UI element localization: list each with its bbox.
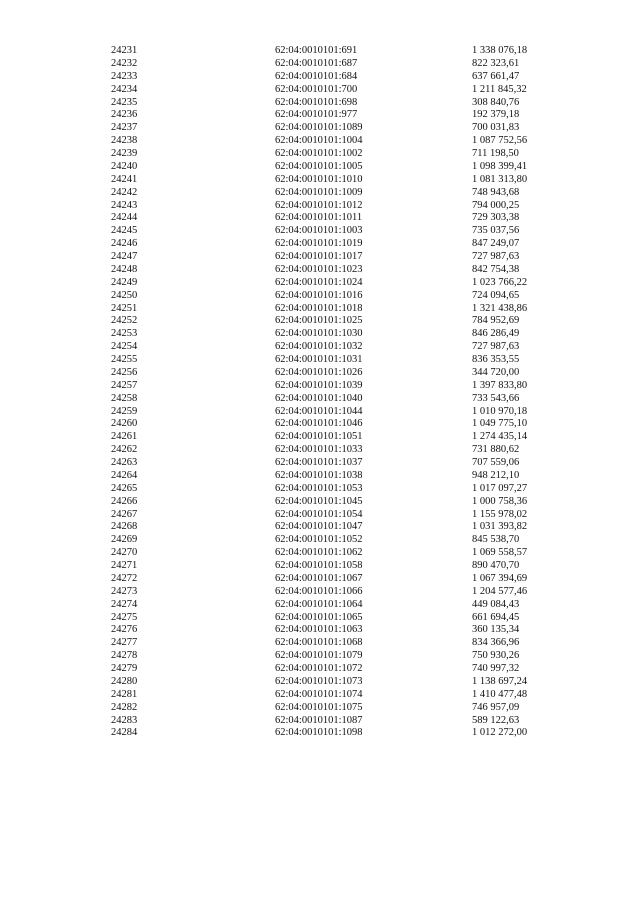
table-row bbox=[0, 702, 640, 715]
cadastral-value: 847 249,07 bbox=[472, 238, 520, 250]
cadastral-number: 62:04:0010101:1016 bbox=[275, 289, 363, 301]
table-row bbox=[0, 367, 640, 380]
cadastral-value: 637 661,47 bbox=[472, 70, 520, 82]
table-row bbox=[0, 509, 640, 522]
cadastral-number: 62:04:0010101:1026 bbox=[275, 366, 363, 378]
row-number: 24279 bbox=[111, 663, 138, 674]
table-row bbox=[0, 727, 640, 740]
cadastral-value: 589 122,63 bbox=[472, 714, 520, 726]
cadastral-value: 700 031,83 bbox=[472, 122, 520, 134]
table-row bbox=[0, 84, 640, 97]
table-row bbox=[0, 521, 640, 534]
cadastral-number: 62:04:0010101:1067 bbox=[275, 572, 363, 584]
cadastral-value: 1 397 833,80 bbox=[472, 379, 528, 391]
cadastral-value: 1 069 558,57 bbox=[472, 547, 528, 559]
row-number: 24265 bbox=[111, 482, 138, 494]
row-number: 24273 bbox=[111, 585, 138, 597]
row-number: 24262 bbox=[111, 444, 138, 456]
cadastral-number: 62:04:0010101:1072 bbox=[275, 663, 363, 674]
cadastral-number: 62:04:0010101:1075 bbox=[275, 701, 363, 713]
cadastral-number: 62:04:0010101:1058 bbox=[275, 560, 363, 571]
cadastral-value: 1 010 970,18 bbox=[472, 405, 528, 417]
cadastral-number: 62:04:0010101:1087 bbox=[275, 714, 363, 726]
cadastral-value: 731 880,62 bbox=[472, 444, 520, 456]
row-number: 24269 bbox=[111, 534, 138, 546]
row-number: 24255 bbox=[111, 354, 138, 365]
cadastral-value: 794 000,25 bbox=[472, 199, 520, 211]
row-number: 24272 bbox=[111, 572, 138, 584]
cadastral-number: 62:04:0010101:1011 bbox=[275, 212, 363, 224]
cadastral-value: 1 274 435,14 bbox=[472, 431, 528, 443]
cadastral-number: 62:04:0010101:1052 bbox=[275, 534, 363, 546]
cadastral-number: 62:04:0010101:977 bbox=[275, 109, 358, 121]
cadastral-number: 62:04:0010101:1073 bbox=[275, 675, 363, 687]
cadastral-value: 1 204 577,46 bbox=[472, 585, 528, 597]
cadastral-number: 62:04:0010101:1098 bbox=[275, 727, 363, 739]
cadastral-number: 62:04:0010101:1046 bbox=[275, 418, 363, 430]
cadastral-value: 733 543,66 bbox=[472, 392, 520, 404]
table-row bbox=[0, 109, 640, 122]
cadastral-value: 746 957,09 bbox=[472, 701, 520, 713]
table-row bbox=[0, 380, 640, 393]
table-row bbox=[0, 496, 640, 509]
cadastral-number: 62:04:0010101:1032 bbox=[275, 341, 363, 353]
cadastral-value: 1 087 752,56 bbox=[472, 135, 528, 147]
table-row bbox=[0, 212, 640, 225]
cadastral-value: 1 067 394,69 bbox=[472, 572, 528, 584]
table-row bbox=[0, 45, 640, 58]
table-row bbox=[0, 624, 640, 637]
table-row bbox=[0, 58, 640, 71]
table-row bbox=[0, 238, 640, 251]
row-number: 24231 bbox=[111, 45, 138, 56]
row-number: 24256 bbox=[111, 366, 138, 378]
cadastral-number: 62:04:0010101:1038 bbox=[275, 469, 363, 481]
cadastral-number: 62:04:0010101:1051 bbox=[275, 431, 363, 443]
cadastral-value: 1 410 477,48 bbox=[472, 688, 528, 700]
row-number: 24277 bbox=[111, 637, 138, 649]
cadastral-number: 62:04:0010101:1065 bbox=[275, 611, 363, 623]
cadastral-value: 727 987,63 bbox=[472, 341, 520, 353]
table-row bbox=[0, 457, 640, 470]
row-number: 24268 bbox=[111, 521, 138, 533]
table-row bbox=[0, 161, 640, 174]
cadastral-number: 62:04:0010101:1062 bbox=[275, 547, 363, 559]
cadastral-value: 1 031 393,82 bbox=[472, 521, 528, 533]
row-number: 24248 bbox=[111, 263, 138, 275]
row-number: 24264 bbox=[111, 469, 138, 481]
cadastral-value: 729 303,38 bbox=[472, 212, 520, 224]
cadastral-number: 62:04:0010101:1005 bbox=[275, 160, 363, 172]
row-number: 24254 bbox=[111, 341, 138, 353]
cadastral-value: 707 559,06 bbox=[472, 457, 520, 468]
row-number: 24232 bbox=[111, 57, 138, 69]
cadastral-value: 846 286,49 bbox=[472, 328, 520, 340]
row-number: 24244 bbox=[111, 212, 138, 224]
row-number: 24266 bbox=[111, 495, 138, 507]
table-row bbox=[0, 328, 640, 341]
table-row bbox=[0, 187, 640, 200]
row-number: 24260 bbox=[111, 418, 138, 430]
row-number: 24240 bbox=[111, 160, 138, 172]
cadastral-value: 711 198,50 bbox=[472, 148, 519, 159]
cadastral-value: 661 694,45 bbox=[472, 611, 520, 623]
cadastral-value: 748 943,68 bbox=[472, 186, 520, 198]
cadastral-value: 1 049 775,10 bbox=[472, 418, 528, 430]
row-number: 24281 bbox=[111, 688, 138, 700]
row-number: 24271 bbox=[111, 560, 138, 571]
cadastral-number: 62:04:0010101:1040 bbox=[275, 392, 363, 404]
table-row bbox=[0, 406, 640, 419]
row-number: 24280 bbox=[111, 675, 138, 687]
cadastral-number: 62:04:0010101:1004 bbox=[275, 135, 363, 147]
table-row bbox=[0, 290, 640, 303]
cadastral-number: 62:04:0010101:1064 bbox=[275, 598, 363, 610]
cadastral-value: 727 987,63 bbox=[472, 251, 520, 262]
table-row bbox=[0, 470, 640, 483]
cadastral-number: 62:04:0010101:687 bbox=[275, 57, 358, 69]
cadastral-number: 62:04:0010101:1033 bbox=[275, 444, 363, 456]
cadastral-value: 1 023 766,22 bbox=[472, 276, 528, 288]
table-row bbox=[0, 71, 640, 84]
row-number: 24242 bbox=[111, 186, 138, 198]
cadastral-number: 62:04:0010101:684 bbox=[275, 70, 358, 82]
table-row bbox=[0, 148, 640, 161]
table-row bbox=[0, 354, 640, 367]
cadastral-value: 1 098 399,41 bbox=[472, 160, 528, 172]
cadastral-value: 1 321 438,86 bbox=[472, 302, 528, 314]
row-number: 24275 bbox=[111, 611, 138, 623]
cadastral-value: 449 084,43 bbox=[472, 598, 520, 610]
property-value-table bbox=[0, 45, 640, 740]
cadastral-number: 62:04:0010101:1089 bbox=[275, 122, 363, 134]
row-number: 24284 bbox=[111, 727, 138, 739]
row-number: 24257 bbox=[111, 379, 138, 391]
cadastral-value: 308 840,76 bbox=[472, 96, 520, 108]
cadastral-value: 845 538,70 bbox=[472, 534, 520, 546]
row-number: 24237 bbox=[111, 122, 138, 134]
cadastral-value: 890 470,70 bbox=[472, 560, 520, 571]
row-number: 24283 bbox=[111, 714, 138, 726]
table-row bbox=[0, 174, 640, 187]
table-row bbox=[0, 251, 640, 264]
cadastral-value: 192 379,18 bbox=[472, 109, 520, 121]
row-number: 24235 bbox=[111, 96, 138, 108]
table-row bbox=[0, 200, 640, 213]
cadastral-value: 1 338 076,18 bbox=[472, 45, 528, 56]
table-row bbox=[0, 534, 640, 547]
table-row bbox=[0, 560, 640, 573]
cadastral-number: 62:04:0010101:1063 bbox=[275, 624, 363, 636]
cadastral-value: 842 754,38 bbox=[472, 263, 520, 275]
table-row bbox=[0, 418, 640, 431]
cadastral-number: 62:04:0010101:1068 bbox=[275, 637, 363, 649]
row-number: 24247 bbox=[111, 251, 138, 262]
table-row bbox=[0, 637, 640, 650]
table-row bbox=[0, 689, 640, 702]
cadastral-number: 62:04:0010101:1054 bbox=[275, 508, 363, 520]
cadastral-number: 62:04:0010101:1018 bbox=[275, 302, 363, 314]
cadastral-value: 1 155 978,02 bbox=[472, 508, 528, 520]
row-number: 24250 bbox=[111, 289, 138, 301]
table-row bbox=[0, 663, 640, 676]
cadastral-number: 62:04:0010101:1066 bbox=[275, 585, 363, 597]
cadastral-number: 62:04:0010101:1031 bbox=[275, 354, 363, 365]
cadastral-value: 948 212,10 bbox=[472, 469, 520, 481]
cadastral-value: 1 000 758,36 bbox=[472, 495, 528, 507]
cadastral-value: 822 323,61 bbox=[472, 57, 520, 69]
cadastral-number: 62:04:0010101:1045 bbox=[275, 495, 363, 507]
cadastral-value: 750 930,26 bbox=[472, 650, 520, 662]
cadastral-number: 62:04:0010101:1017 bbox=[275, 251, 363, 262]
cadastral-value: 784 952,69 bbox=[472, 315, 520, 327]
cadastral-number: 62:04:0010101:1010 bbox=[275, 173, 363, 185]
cadastral-number: 62:04:0010101:1024 bbox=[275, 276, 363, 288]
table-row bbox=[0, 393, 640, 406]
cadastral-number: 62:04:0010101:1037 bbox=[275, 457, 363, 468]
row-number: 24261 bbox=[111, 431, 138, 443]
row-number: 24253 bbox=[111, 328, 138, 340]
table-row bbox=[0, 315, 640, 328]
row-number: 24238 bbox=[111, 135, 138, 147]
cadastral-value: 834 366,96 bbox=[472, 637, 520, 649]
row-number: 24245 bbox=[111, 225, 138, 237]
cadastral-number: 62:04:0010101:1019 bbox=[275, 238, 363, 250]
cadastral-number: 62:04:0010101:1002 bbox=[275, 148, 363, 159]
cadastral-number: 62:04:0010101:1023 bbox=[275, 263, 363, 275]
cadastral-number: 62:04:0010101:1039 bbox=[275, 379, 363, 391]
row-number: 24241 bbox=[111, 173, 138, 185]
table-row bbox=[0, 135, 640, 148]
row-number: 24276 bbox=[111, 624, 138, 636]
table-row bbox=[0, 97, 640, 110]
table-row bbox=[0, 341, 640, 354]
cadastral-value: 344 720,00 bbox=[472, 366, 520, 378]
row-number: 24249 bbox=[111, 276, 138, 288]
row-number: 24270 bbox=[111, 547, 138, 559]
table-row bbox=[0, 303, 640, 316]
cadastral-value: 1 012 272,00 bbox=[472, 727, 528, 739]
cadastral-value: 360 135,34 bbox=[472, 624, 520, 636]
cadastral-number: 62:04:0010101:698 bbox=[275, 96, 358, 108]
cadastral-value: 836 353,55 bbox=[472, 354, 520, 365]
cadastral-number: 62:04:0010101:1012 bbox=[275, 199, 363, 211]
cadastral-number: 62:04:0010101:1025 bbox=[275, 315, 363, 327]
row-number: 24243 bbox=[111, 199, 138, 211]
cadastral-value: 735 037,56 bbox=[472, 225, 520, 237]
table-row bbox=[0, 483, 640, 496]
table-row bbox=[0, 586, 640, 599]
cadastral-number: 62:04:0010101:1074 bbox=[275, 688, 363, 700]
row-number: 24263 bbox=[111, 457, 138, 468]
row-number: 24234 bbox=[111, 83, 138, 95]
table-row bbox=[0, 573, 640, 586]
cadastral-number: 62:04:0010101:1009 bbox=[275, 186, 363, 198]
cadastral-number: 62:04:0010101:691 bbox=[275, 45, 358, 56]
table-row bbox=[0, 225, 640, 238]
table-row bbox=[0, 715, 640, 728]
row-number: 24267 bbox=[111, 508, 138, 520]
table-row bbox=[0, 599, 640, 612]
table-row bbox=[0, 612, 640, 625]
row-number: 24236 bbox=[111, 109, 138, 121]
row-number: 24274 bbox=[111, 598, 138, 610]
row-number: 24258 bbox=[111, 392, 138, 404]
table-row bbox=[0, 444, 640, 457]
table-row bbox=[0, 650, 640, 663]
cadastral-number: 62:04:0010101:1053 bbox=[275, 482, 363, 494]
row-number: 24278 bbox=[111, 650, 138, 662]
cadastral-number: 62:04:0010101:1003 bbox=[275, 225, 363, 237]
table-row bbox=[0, 547, 640, 560]
cadastral-value: 1 017 097,27 bbox=[472, 482, 528, 494]
row-number: 24239 bbox=[111, 148, 138, 159]
table-row bbox=[0, 264, 640, 277]
table-row bbox=[0, 277, 640, 290]
cadastral-number: 62:04:0010101:700 bbox=[275, 83, 358, 95]
cadastral-value: 1 081 313,80 bbox=[472, 173, 528, 185]
cadastral-number: 62:04:0010101:1079 bbox=[275, 650, 363, 662]
row-number: 24282 bbox=[111, 701, 138, 713]
cadastral-number: 62:04:0010101:1047 bbox=[275, 521, 363, 533]
table-row bbox=[0, 122, 640, 135]
row-number: 24233 bbox=[111, 70, 138, 82]
cadastral-number: 62:04:0010101:1044 bbox=[275, 405, 363, 417]
row-number: 24259 bbox=[111, 405, 138, 417]
row-number: 24252 bbox=[111, 315, 138, 327]
cadastral-value: 1 138 697,24 bbox=[472, 675, 528, 687]
cadastral-number: 62:04:0010101:1030 bbox=[275, 328, 363, 340]
row-number: 24251 bbox=[111, 302, 138, 314]
cadastral-value: 740 997,32 bbox=[472, 663, 520, 674]
table-row bbox=[0, 431, 640, 444]
cadastral-value: 724 094,65 bbox=[472, 289, 520, 301]
cadastral-value: 1 211 845,32 bbox=[472, 83, 527, 95]
row-number: 24246 bbox=[111, 238, 138, 250]
table-row bbox=[0, 676, 640, 689]
